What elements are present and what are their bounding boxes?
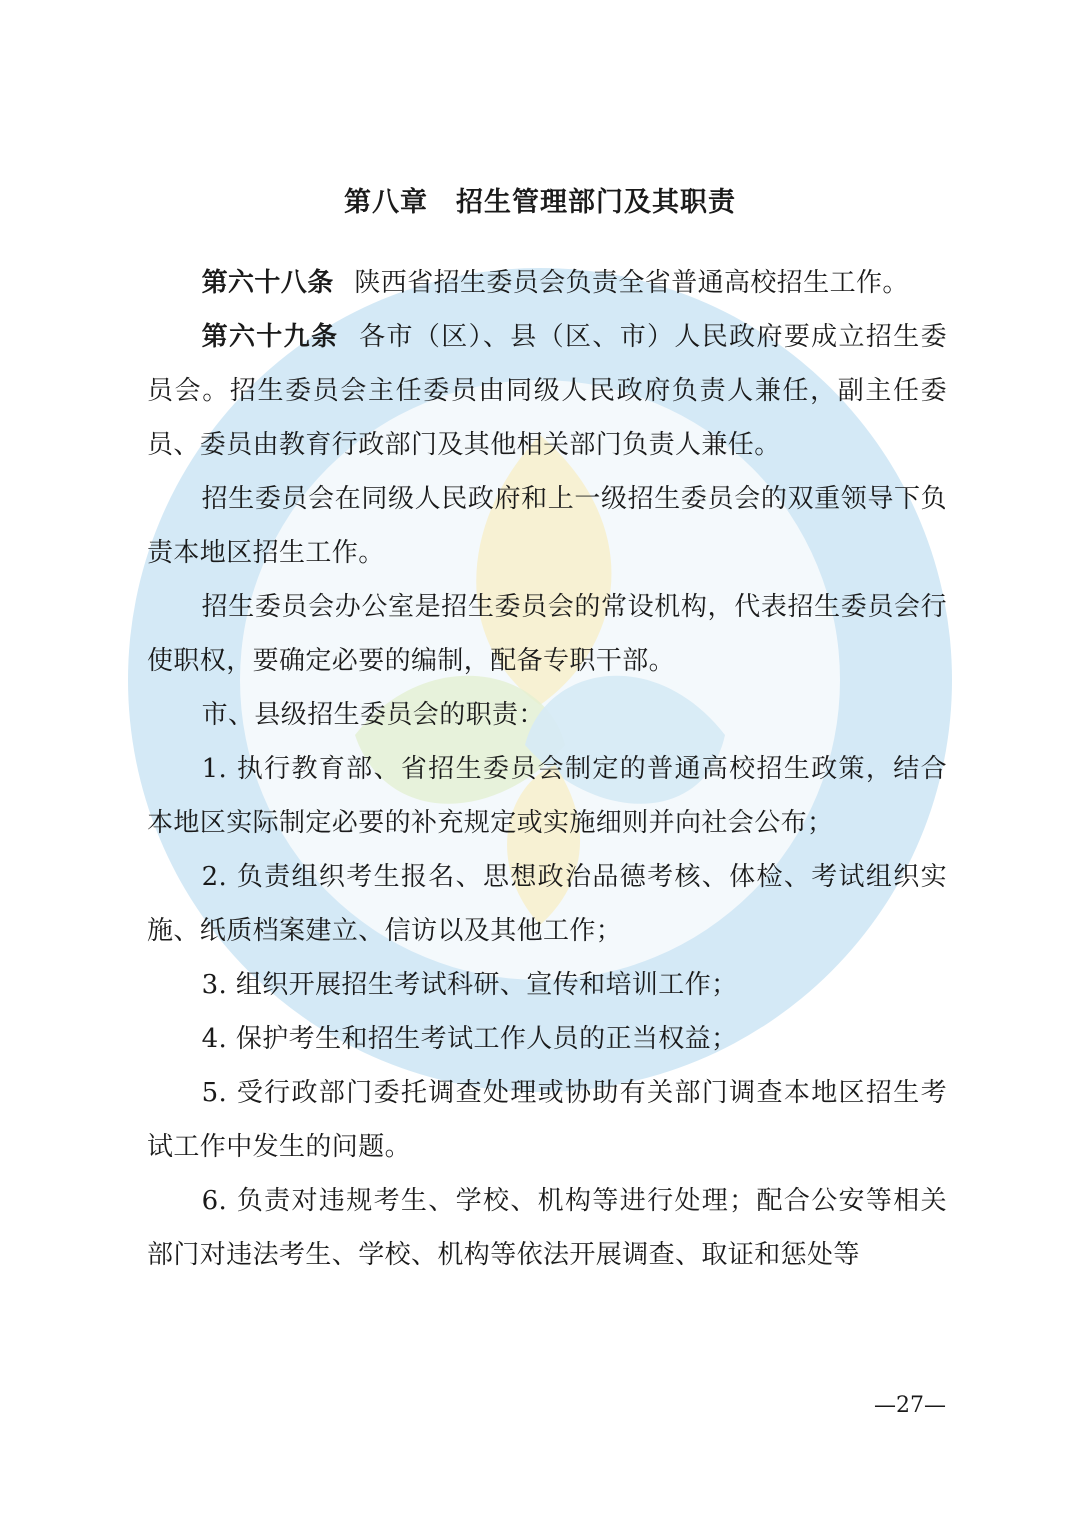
list-item: 5. 受行政部门委托调查处理或协助有关部门调查本地区招生考试工作中发生的问题。: [147, 1078, 948, 1162]
page-number: —27—: [874, 1393, 946, 1418]
article-text: 各市（区）、县（区、市）人民政府要成立招生委员会。招生委员会主任委员由同级人民政府负责人兼任，副主任委员、委员由教育行政部门及其他相关部门负责人兼任。: [147, 322, 947, 460]
list-item: 1. 执行教育部、省招生委员会制定的普通高校招生政策，结合本地区实际制定必要的补充规定或实施细则并向社会公布；: [147, 754, 948, 838]
article-number: 第六十九条: [201, 322, 339, 352]
article-number: 第六十八条: [201, 268, 334, 298]
list-item: 4. 保护考生和招生考试工作人员的正当权益；: [201, 1024, 738, 1054]
paragraph: 招生委员会办公室是招生委员会的常设机构，代表招生委员会行使职权，要确定必要的编制，配备专职干部。: [147, 592, 947, 676]
article-69: [147, 310, 947, 472]
list-item: 6. 负责对违规考生、学校、机构等进行处理；配合公安等相关部门对违法考生、学校、机构等依法开展调查、取证和惩处等: [147, 1186, 948, 1270]
article-68: [147, 256, 947, 310]
paragraph: 招生委员会在同级人民政府和上一级招生委员会的双重领导下负责本地区招生工作。: [147, 484, 947, 568]
article-text: 陕西省招生委员会负责全省普通高校招生工作。: [354, 268, 909, 298]
chapter-title: 第八章 招生管理部门及其职责: [344, 187, 736, 218]
paragraph: 市、县级招生委员会的职责：: [201, 700, 545, 730]
document-body: [147, 256, 947, 1282]
list-item: 3. 组织开展招生考试科研、宣传和培训工作；: [201, 970, 738, 1000]
list-item: 2. 负责组织考生报名、思想政治品德考核、体检、考试组织实施、纸质档案建立、信访以及其他工作；: [147, 862, 948, 946]
